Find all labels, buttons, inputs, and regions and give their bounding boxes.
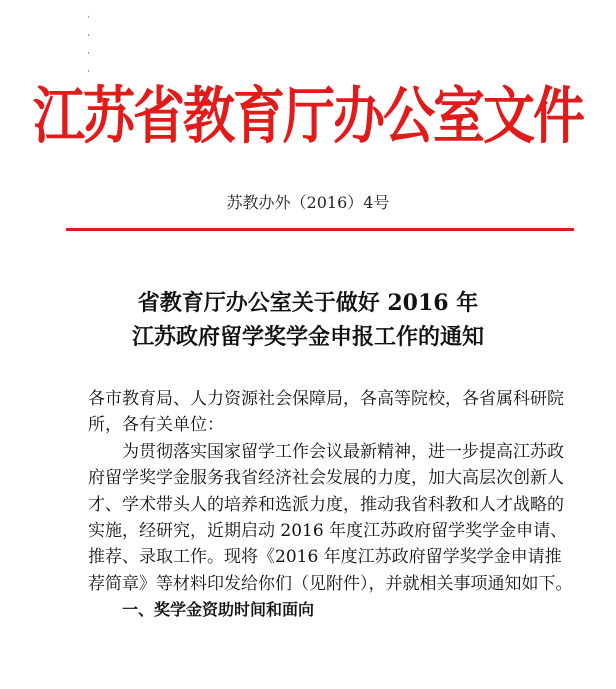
paragraph-line: 实施，经研究，近期启动 2016 年度江苏政府留学奖学金申请、 bbox=[88, 521, 568, 542]
title-line-2: 江苏政府留学奖学金申报工作的通知 bbox=[131, 324, 484, 350]
document-number: 苏教办外（2016）4号 bbox=[226, 193, 390, 212]
paragraph-line: 府留学奖学金服务我省经济社会发展的力度，加大高层次创新人 bbox=[88, 468, 564, 489]
red-divider-line bbox=[66, 228, 574, 231]
paragraph-line: 荐简章》等材料印发给你们（见附件），并就相关事项通知如下。 bbox=[88, 573, 573, 594]
paragraph-line: 为贯彻落实国家留学工作会议最新精神，进一步提高江苏政 bbox=[122, 441, 564, 462]
addressee-line-2: 所，各有关单位： bbox=[88, 415, 224, 436]
margin-mark: ˌ bbox=[86, 28, 91, 37]
section-heading: 一、奖学金资助时间和面向 bbox=[122, 600, 315, 620]
document-header: 江苏省教育厅办公室文件 bbox=[32, 80, 583, 153]
margin-mark: ˌ bbox=[86, 46, 91, 55]
paragraph-line: 才、学术带头人的培养和选派力度，推动我省科教和人才战略的 bbox=[88, 494, 564, 515]
body-text bbox=[88, 386, 588, 624]
margin-mark: ˌ bbox=[86, 10, 91, 19]
addressee-line-1: 各市教育局、人力资源社会保障局，各高等院校，各省属科研院 bbox=[88, 389, 564, 409]
paragraph-line: 推荐、录取工作。现将《2016 年度江苏政府留学奖学金申请推 bbox=[88, 547, 562, 568]
margin-mark: ˌ bbox=[86, 64, 91, 73]
title-line-1: 省教育厅办公室关于做好 2016 年 bbox=[137, 290, 479, 316]
notice-title bbox=[0, 286, 616, 354]
